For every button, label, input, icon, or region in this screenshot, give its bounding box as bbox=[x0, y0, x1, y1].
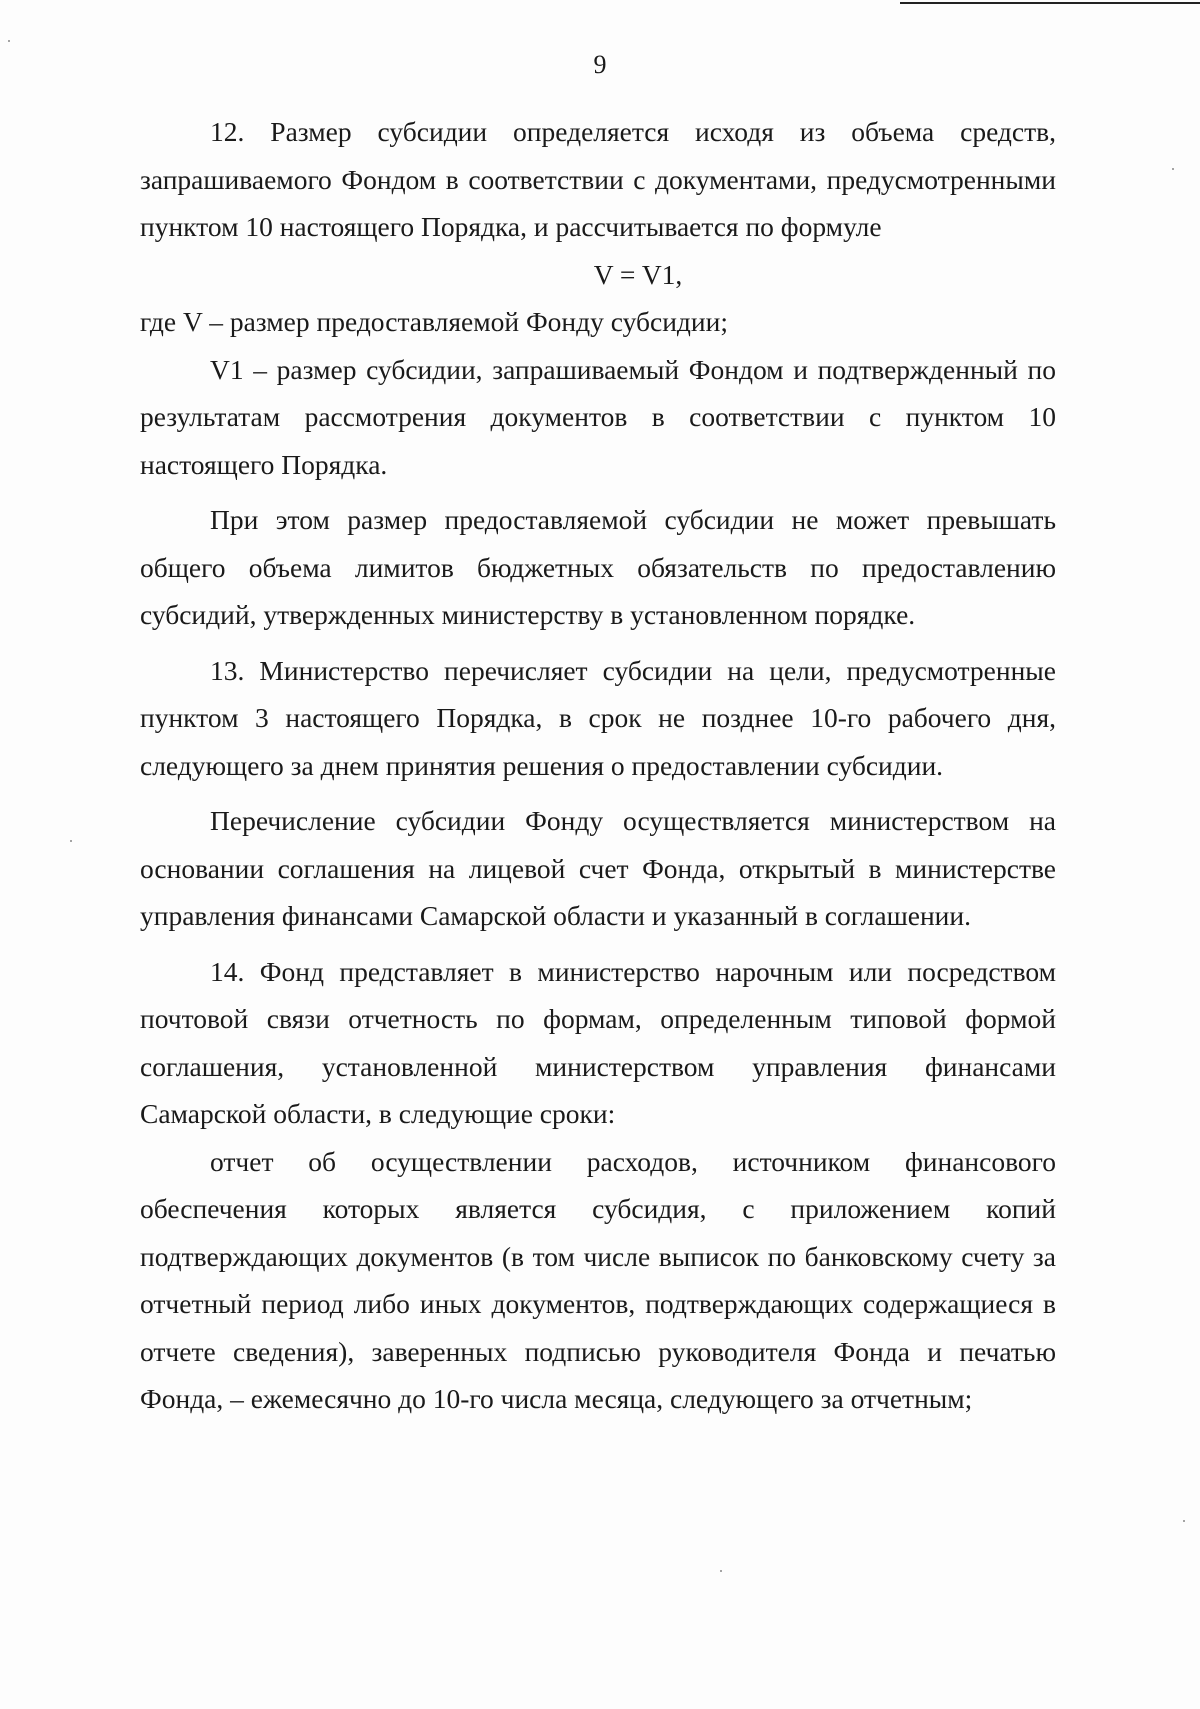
page-number: 9 bbox=[593, 50, 607, 79]
scan-edge-line bbox=[900, 2, 1200, 4]
paragraph-report: отчет об осуществлении расходов, источником финансового обеспечения которых является субсидия, с приложением копий подтверждающих документов (в том числе выписок по банковскому счету за отчетный период либо иных документов, подтверждающих содержащиеся в отчете сведения), заверенных подписью руководителя Фонда и печатью Фонда, – ежемесячно до 10-го числа месяца, следующего за отчетным; bbox=[140, 1145, 1056, 1414]
scan-speck bbox=[720, 1570, 722, 1572]
scan-speck bbox=[8, 40, 10, 42]
formula-definition-v1: V1 – размер субсидии, запрашиваемый Фондом и подтвержденный по результатам рассмотрения документов в соответствии с пунктом 10 настоящего Порядка. bbox=[140, 353, 1056, 480]
formula-definition-v: где V – размер предоставляемой Фонду субсидии; bbox=[140, 306, 728, 337]
document-body bbox=[140, 108, 1056, 1423]
paragraph-13: 13. Министерство перечисляет субсидии на цели, предусмотренные пунктом 3 настоящего Порядка, в срок не позднее 10-го рабочего дня, следующего за днем принятия решения о предоставлении субсидии. bbox=[140, 654, 1056, 781]
scan-speck bbox=[1172, 168, 1174, 170]
paragraph-transfer: Перечисление субсидии Фонду осуществляется министерством на основании соглашения на лицевой счет Фонда, открытый в министерстве управления финансами Самарской области и указанный в соглашении. bbox=[140, 805, 1056, 931]
paragraph-14: 14. Фонд представляет в министерство нарочным или посредством почтовой связи отчетность по формам, определенным типовой формой соглашения, установленной министерством управления финансами Самарской области, в следующие сроки: bbox=[140, 955, 1056, 1129]
paragraph-limit: При этом размер предоставляемой субсидии не может превышать общего объема лимитов бюджетных обязательств по предоставлению субсидий, утвержденных министерству в установленном порядке. bbox=[140, 504, 1056, 630]
paragraph-12: 12. Размер субсидии определяется исходя из объема средств, запрашиваемого Фондом в соответствии с документами, предусмотренными пунктом 10 настоящего Порядка, и рассчитывается по формуле bbox=[140, 116, 1056, 242]
scan-speck bbox=[70, 840, 72, 842]
scan-speck bbox=[1183, 1520, 1185, 1522]
formula: V = V1, bbox=[593, 258, 683, 290]
